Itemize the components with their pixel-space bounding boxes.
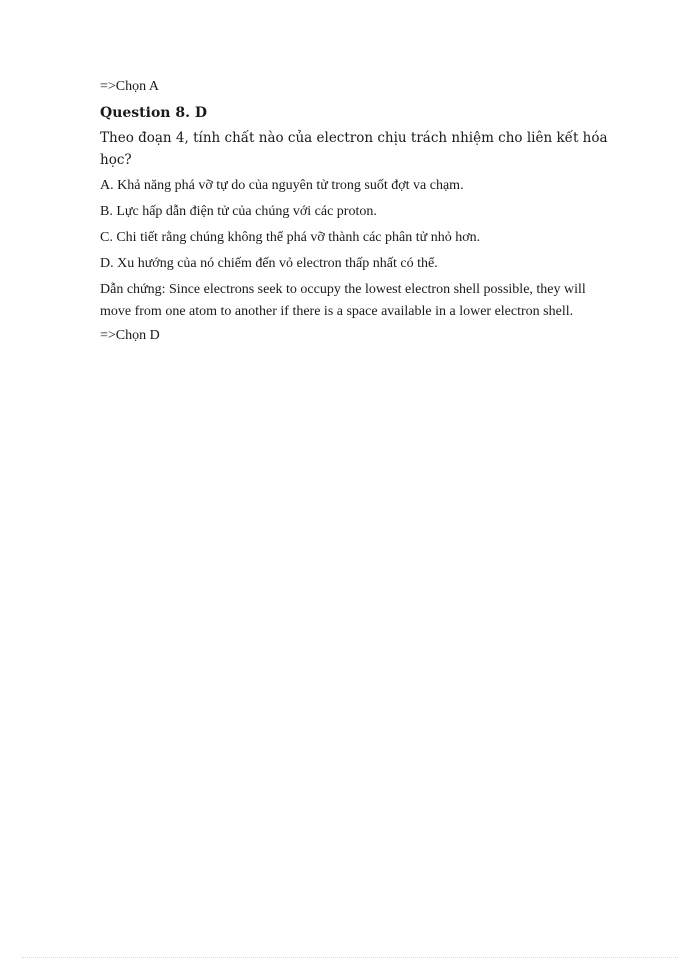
page-bottom-border (22, 957, 678, 958)
evidence-text: Dẫn chứng: Since electrons seek to occupy the lowest electron shell possible, they will move from one atom to another if there is a space available in a lower electron shell. (100, 282, 586, 319)
option-a: A. Khả năng phá vỡ tự do của nguyên tử trong suốt đợt va chạm. (100, 178, 464, 193)
document-content (100, 76, 615, 351)
previous-answer: =>Chọn A (100, 79, 159, 94)
option-d: D. Xu hướng của nó chiếm đến vỏ electron thấp nhất có thể. (100, 256, 438, 271)
final-answer: =>Chọn D (100, 328, 160, 343)
option-c: C. Chi tiết rằng chúng không thể phá vỡ thành các phân tử nhỏ hơn. (100, 230, 481, 245)
question-heading: Question 8. D (100, 105, 207, 121)
option-b: B. Lực hấp dẫn điện tử của chúng với các proton. (100, 204, 377, 219)
question-text: Theo đoạn 4, tính chất nào của electron chịu trách nhiệm cho liên kết hóa học? (100, 130, 608, 168)
